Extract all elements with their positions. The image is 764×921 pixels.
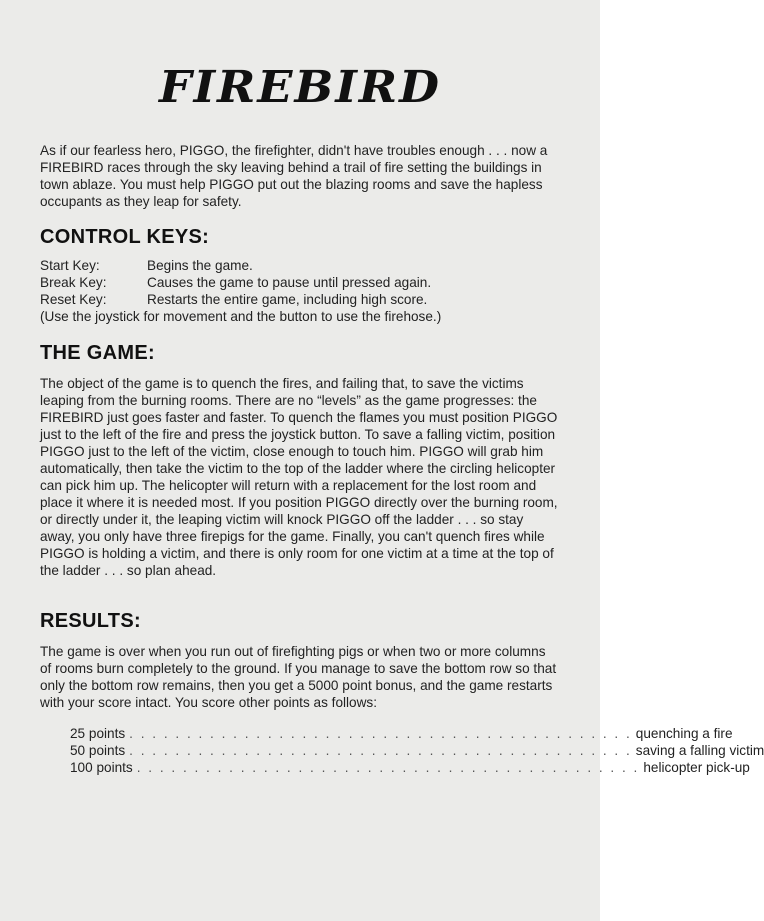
- dot-leader: . . . . . . . . . . . . . . . . . . . . . . . . . . . . . . . . . . . . . . . . . . . .: [129, 726, 632, 741]
- key-name: Break Key:: [40, 275, 107, 290]
- key-description: Causes the game to pause until pressed again.: [147, 275, 432, 290]
- break-key-row: [40, 274, 560, 291]
- score-points: 25 points: [70, 726, 126, 741]
- score-row: [70, 759, 750, 776]
- reset-key-row: [40, 291, 560, 308]
- key-description: Restarts the entire game, including high score.: [147, 292, 428, 307]
- the-game-paragraph: The object of the game is to quench the fires, and failing that, to save the victims leaping from the burning rooms. There are no “levels” as the game progresses: the FIREBIRD just goes faster and faster. To quench the flames you must position PIGGO just to the left of the fire and press the joystick button. To save a falling victim, position PIGGO just to the left of the victim, close enough to touch him. PIGGO will grab him automatically, then take the victim to the top of the ladder where the circling helicopter can pick him up. The helicopter will return with a replacement for the lost room and place it where it is needed most. If you position PIGGO directly over the burning room, or directly under it, the leaping victim will knock PIGGO off the ladder . . . so stay away, you only have three firepigs for the game. Finally, you can't quench fires while PIGGO is holding a victim, and there is only room for one victim at a time at the top of the ladder . . . so plan ahead.: [40, 376, 558, 578]
- score-row: [70, 742, 764, 759]
- score-table: [70, 725, 764, 776]
- dot-leader: . . . . . . . . . . . . . . . . . . . . . . . . . . . . . . . . . . . . . . . . . . . .: [136, 760, 640, 775]
- score-points: 100 points: [70, 760, 133, 775]
- intro-section: [40, 142, 560, 210]
- results-section: [40, 610, 764, 776]
- key-name: Reset Key:: [40, 292, 107, 307]
- results-paragraph: The game is over when you run out of firefighting pigs or when two or more columns of rooms burn completely to the ground. If you manage to save the bottom row so that only the bottom row remains, then you get a 5000 point bonus, and the game restarts with your score intact. You score other points as follows:: [40, 644, 557, 710]
- page-title: FIREBIRD: [159, 61, 441, 113]
- control-keys-section: [40, 226, 560, 325]
- score-row: [70, 725, 733, 742]
- intro-paragraph: As if our fearless hero, PIGGO, the firefighter, didn't have troubles enough . . . now a FIREBIRD races through the sky leaving behind a trail of fire setting the buildings in town ablaze. You must help PIGGO put out the blazing rooms and save the hapless occupants as they leap for safety.: [40, 143, 548, 209]
- results-heading: RESULTS:: [40, 610, 141, 632]
- joystick-note: (Use the joystick for movement and the button to use the firehose.): [40, 309, 442, 324]
- score-description: saving a falling victim: [635, 743, 764, 758]
- the-game-section: [40, 342, 560, 579]
- score-points: 50 points: [70, 743, 126, 758]
- key-name: Start Key:: [40, 258, 100, 273]
- the-game-heading: THE GAME:: [40, 342, 155, 364]
- key-description: Begins the game.: [147, 258, 253, 273]
- start-key-row: [40, 257, 560, 274]
- score-description: helicopter pick-up: [643, 760, 750, 775]
- control-keys-heading: CONTROL KEYS:: [40, 226, 210, 248]
- dot-leader: . . . . . . . . . . . . . . . . . . . . . . . . . . . . . . . . . . . . . . . . . . . .: [129, 743, 632, 758]
- score-description: quenching a fire: [635, 726, 733, 741]
